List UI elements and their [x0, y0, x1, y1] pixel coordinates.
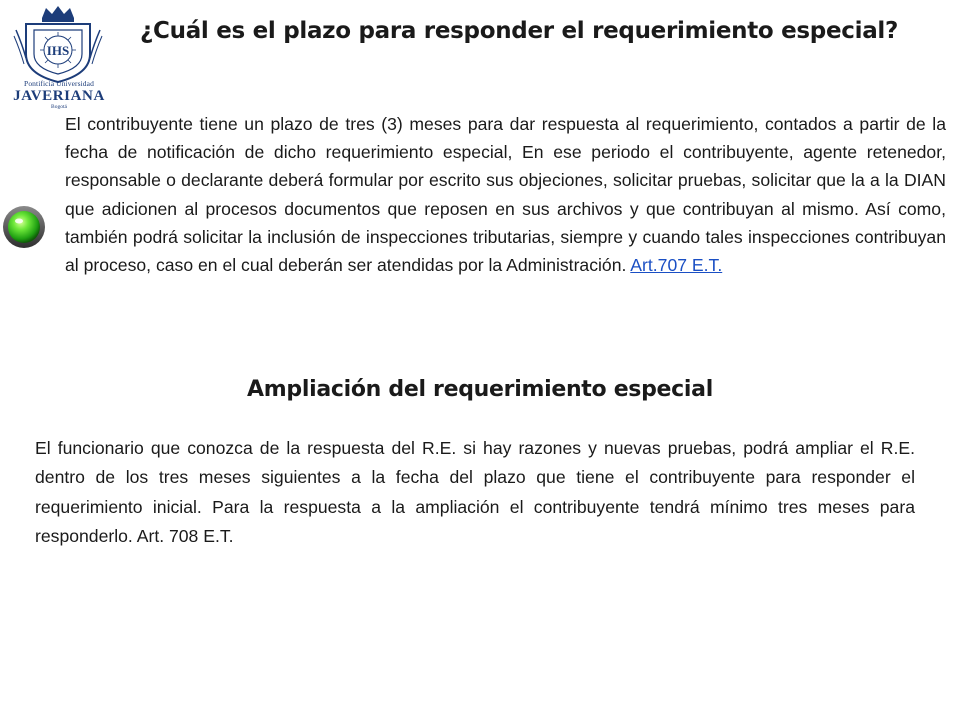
svg-text:IHS: IHS: [46, 43, 70, 58]
page-title: ¿Cuál es el plazo para responder el requerimiento especial?: [140, 18, 899, 44]
plazo-paragraph: [65, 110, 946, 279]
green-light-icon: [0, 202, 48, 250]
plazo-paragraph-text: El contribuyente tiene un plazo de tres (3) meses para dar respuesta al requerimiento, contados a partir de la fecha de notificación de dicho requerimiento especial, En ese periodo el contribuyente, agente retenedor, responsable o declarante deberá formular por escrito sus objeciones, solicitar pruebas, solicitar que la a la DIAN que adicionen al procesos documentos que reposen en sus archivos y que contribuyan al mismo. Así como, también podrá solicitar la inclusión de inspecciones tributarias, siempre y cuando tales inspecciones contribuyan al proceso, caso en el cual deberán ser atendidas por la Administración.: [65, 114, 946, 276]
university-seal-icon: [12, 4, 104, 84]
art-707-link[interactable]: Art.707 E.T.: [630, 255, 723, 276]
logo-line-pontificia: Pontificia Universidad: [24, 79, 94, 88]
logo-line-javeriana: JAVERIANA: [13, 87, 105, 104]
university-logo-text: [8, 80, 110, 110]
section-title-ampliacion: Ampliación del requerimiento especial: [247, 377, 713, 402]
logo-line-city: Bogotá: [51, 103, 67, 110]
ampliacion-paragraph: El funcionario que conozca de la respuesta del R.E. si hay razones y nuevas pruebas, podrá ampliar el R.E. dentro de los tres meses siguientes a la fecha del plazo que tiene el contribuyente para responder el requerimiento inicial. Para la respuesta a la ampliación el contribuyente tendrá mínimo tres meses para responderlo. Art. 708 E.T.: [35, 438, 915, 547]
